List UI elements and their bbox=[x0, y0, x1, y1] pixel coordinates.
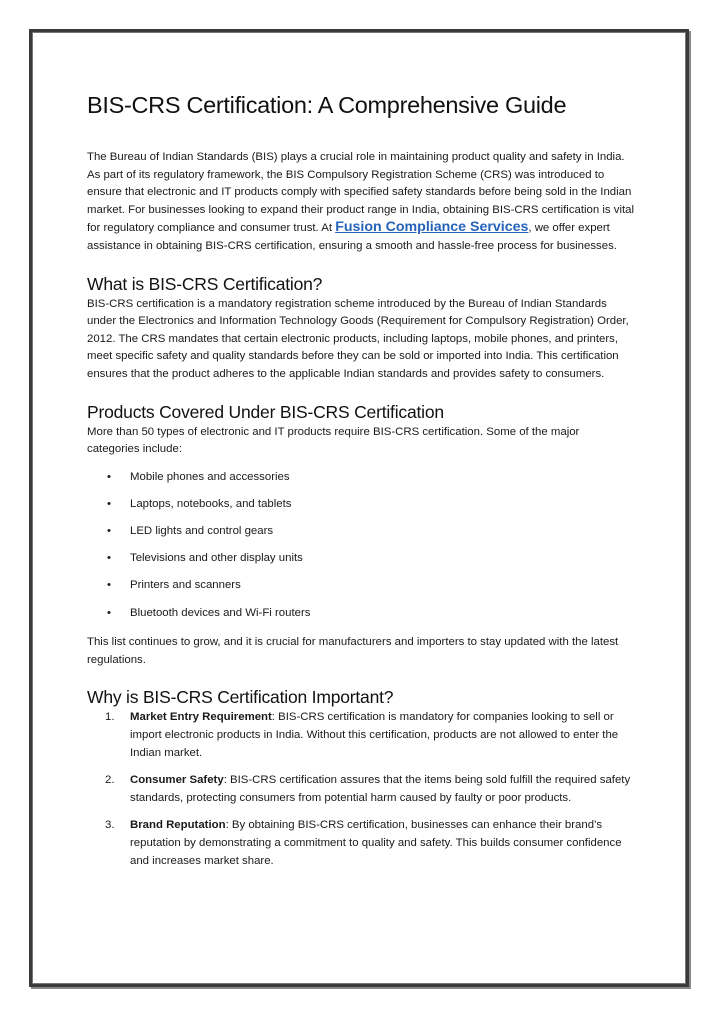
list-item: 2. Consumer Safety: BIS-CRS certification assures that the items being sold fulfill the required safety standards, protecting consumers from potential harm caused by faulty or poor products. bbox=[105, 774, 631, 804]
list-item: • Televisions and other display units bbox=[87, 550, 635, 568]
section-heading-why-important: Why is BIS-CRS Certification Important? bbox=[87, 687, 394, 708]
document-body bbox=[87, 90, 635, 880]
fusion-compliance-link[interactable]: Fusion Compliance Services bbox=[335, 219, 529, 236]
intro-paragraph bbox=[87, 149, 635, 256]
bullet-icon: • bbox=[107, 525, 111, 538]
list-item: • Mobile phones and accessories bbox=[87, 469, 635, 487]
bullet-icon: • bbox=[107, 497, 111, 510]
bullet-icon: • bbox=[107, 606, 111, 619]
products-lead: More than 50 types of electronic and IT products require BIS-CRS certification. Some of the major categories include: bbox=[87, 425, 580, 456]
bullet-icon: • bbox=[107, 470, 111, 483]
section-what-is-body: BIS-CRS certification is a mandatory registration scheme introduced by the Bureau of Indian Standards under the Electronics and Information Technology Goods (Requirement for Compulsory Registration) Order, 2012. The CRS mandates that certain electronic products, including laptops, mobile phones, and printers, meet specific safety and quality standards before they can be sold or imported into India. This certification ensures that the product adheres to the applicable Indian standards and provides safety to consumers. bbox=[87, 297, 629, 380]
list-item: 3. Brand Reputation: By obtaining BIS-CRS certification, businesses can enhance their brand’s reputation by demonstrating a commitment to quality and safety. This builds consumer confidence and increases market share. bbox=[105, 819, 622, 867]
section-heading-what-is: What is BIS-CRS Certification? bbox=[87, 273, 323, 294]
list-item: 1. Market Entry Requirement: BIS-CRS certification is mandatory for companies looking to sell or import electronic products in India. Without this certification, products are not allowed to enter the Indian market. bbox=[105, 711, 619, 759]
bullet-icon: • bbox=[107, 552, 111, 565]
products-closing: This list continues to grow, and it is crucial for manufacturers and importers to stay updated with the latest regulations. bbox=[87, 636, 619, 666]
intro-text-2: , we offer expert assistance in obtaining BIS-CRS certification, ensuring a smooth and hassle-free process for businesses. bbox=[87, 222, 617, 252]
bullet-icon: • bbox=[107, 579, 111, 592]
section-heading-products: Products Covered Under BIS-CRS Certification bbox=[87, 401, 444, 422]
list-item: • Printers and scanners bbox=[87, 577, 635, 595]
list-item: • Bluetooth devices and Wi-Fi routers bbox=[87, 605, 635, 623]
products-list bbox=[87, 469, 635, 623]
list-item: • LED lights and control gears bbox=[87, 523, 635, 541]
importance-list bbox=[87, 709, 635, 870]
page-title: BIS-CRS Certification: A Comprehensive Guide bbox=[87, 92, 567, 118]
intro-text-1: The Bureau of Indian Standards (BIS) plays a crucial role in maintaining product quality and safety in India. As part of its regulatory framework, the BIS Compulsory Registration Scheme (CRS) was introduced to ensure that electronic and IT products comply with specified safety standards before being sold in the Indian market. For businesses looking to expand their product range in India, obtaining BIS-CRS certification is vital for regulatory compliance and consumer trust. At bbox=[87, 151, 635, 235]
list-item: • Laptops, notebooks, and tablets bbox=[87, 496, 635, 514]
